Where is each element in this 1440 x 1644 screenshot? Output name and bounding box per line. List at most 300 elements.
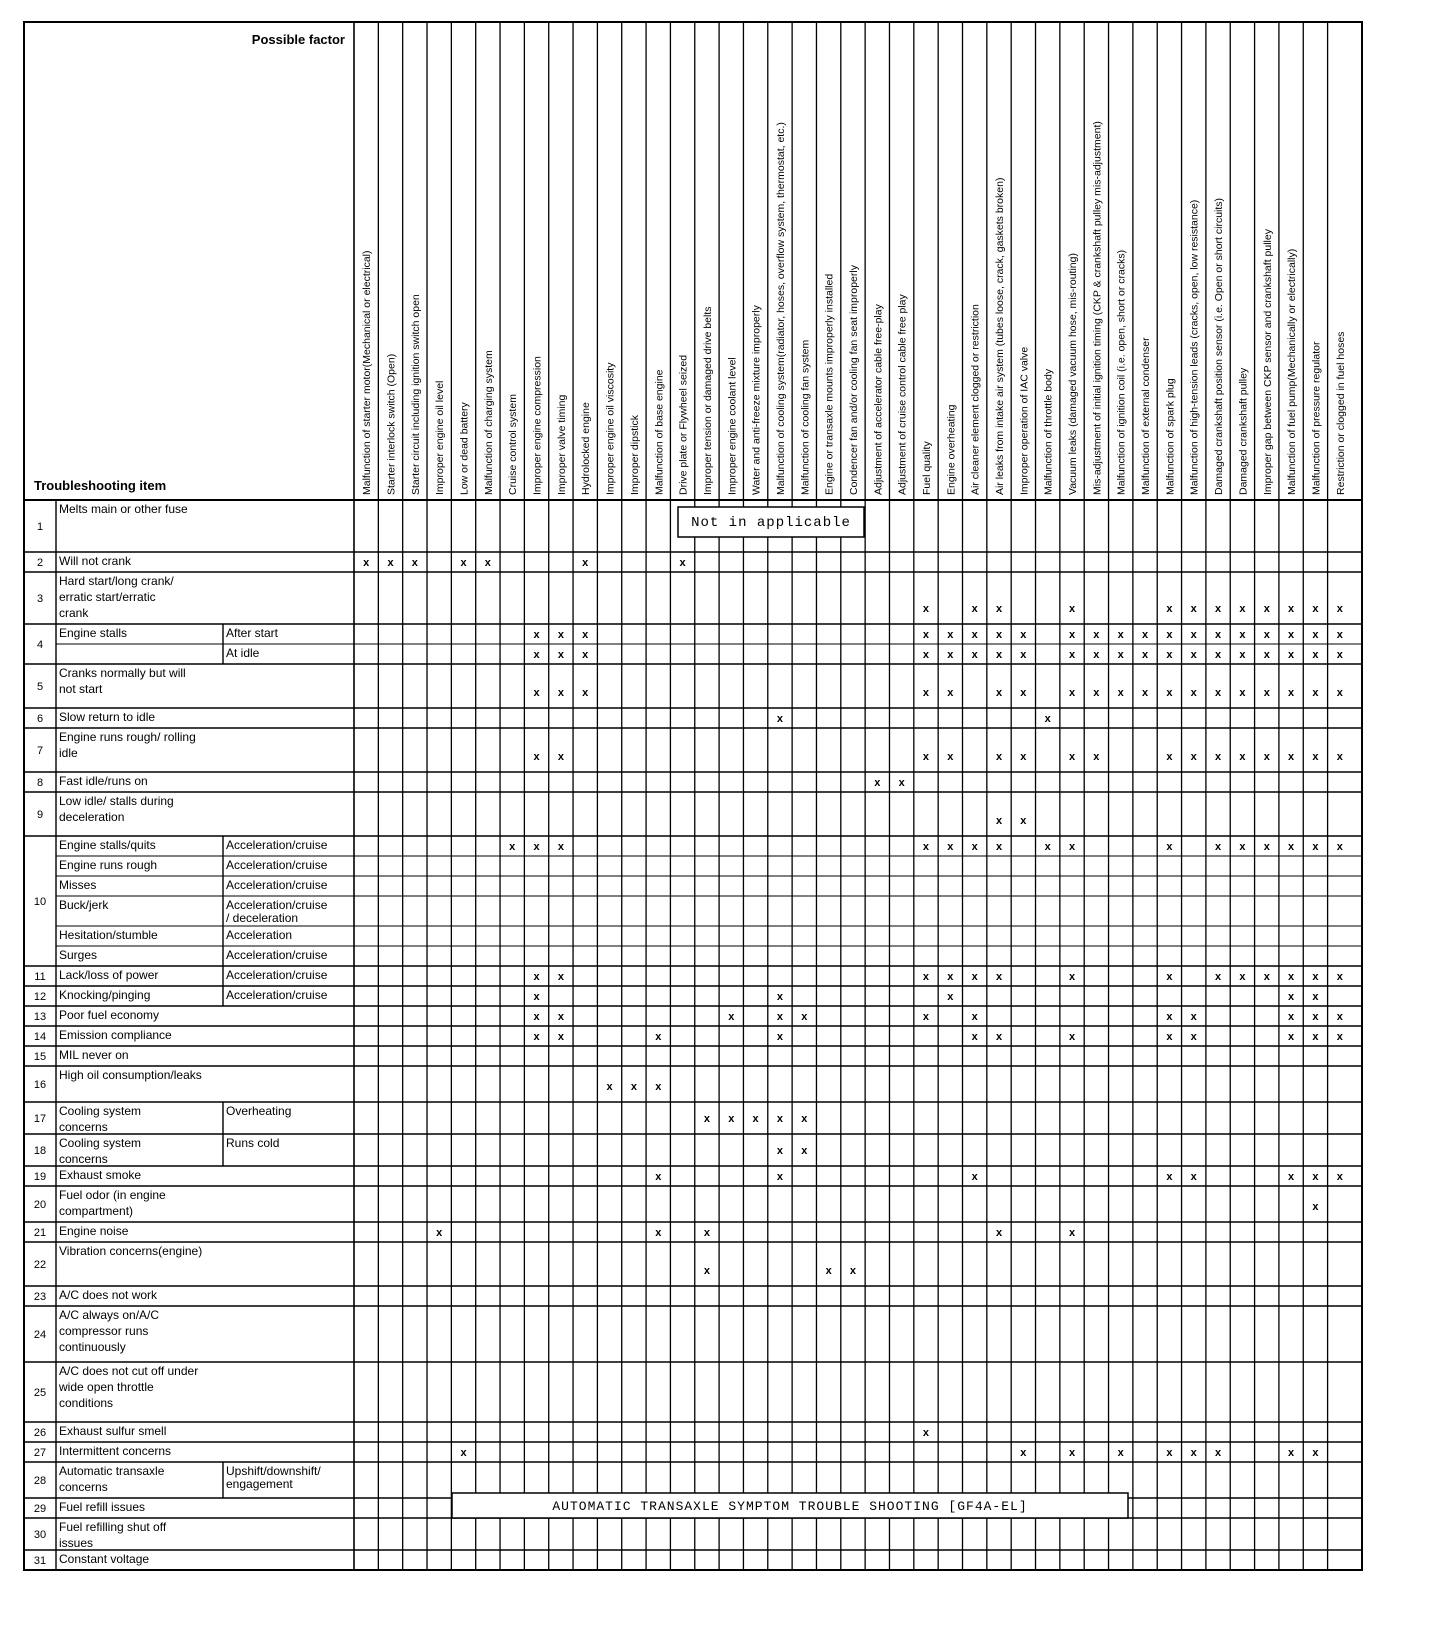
factor-mark: x <box>922 1011 930 1023</box>
factor-header: Adjustment of accelerator cable free-play <box>872 304 885 495</box>
factor-mark: x <box>1336 971 1343 983</box>
factor-mark: x <box>1288 1031 1295 1043</box>
troubleshooting-item: Engine noise <box>59 1224 129 1238</box>
factor-mark: x <box>655 1031 662 1043</box>
troubleshooting-item: Cooling system concerns <box>59 1104 142 1134</box>
factor-header: Damaged crankshaft pulley <box>1237 367 1250 495</box>
factor-mark: x <box>922 687 930 699</box>
factor-mark: x <box>1141 629 1149 641</box>
factor-header: Water and anti-freeze mixture improperly <box>750 305 763 495</box>
factor-mark: x <box>922 841 930 853</box>
factor-mark: x <box>1288 971 1295 983</box>
troubleshooting-item: Knocking/pinging <box>59 988 151 1002</box>
factor-mark: x <box>1239 841 1246 853</box>
factor-mark: x <box>1336 687 1343 699</box>
factor-mark: x <box>1263 971 1270 983</box>
troubleshooting-item: Exhaust sulfur smell <box>59 1424 167 1438</box>
factor-mark: x <box>1288 1447 1295 1459</box>
troubleshooting-item: Poor fuel economy <box>59 1008 160 1022</box>
factor-mark: x <box>509 841 516 853</box>
factor-header: Damaged crankshaft position sensor (i.e. Open or short circuits) <box>1213 197 1226 495</box>
factor-header: Low or dead battery <box>458 402 471 495</box>
factor-mark: x <box>1336 603 1343 615</box>
factor-mark: x <box>874 777 881 789</box>
factor-mark: x <box>776 991 784 1003</box>
troubleshooting-item: Engine runs rough <box>59 858 158 872</box>
row-number: 14 <box>33 1031 47 1043</box>
troubleshooting-item: Engine stalls <box>59 626 128 640</box>
factor-mark: x <box>1166 971 1173 983</box>
factor-mark: x <box>801 1145 808 1157</box>
troubleshooting-subitem: Acceleration/cruise <box>226 988 328 1002</box>
factor-mark: x <box>995 841 1003 853</box>
factor-mark: x <box>1166 603 1173 615</box>
factor-mark: x <box>557 971 564 983</box>
factor-header: Drive plate or Flywheel seized <box>677 354 690 495</box>
factor-mark: x <box>533 841 540 853</box>
factor-mark: x <box>801 1113 808 1125</box>
troubleshooting-subitem: Overheating <box>226 1104 292 1118</box>
factor-mark: x <box>1215 1447 1222 1459</box>
factor-mark: x <box>995 751 1003 763</box>
factor-mark: x <box>922 971 930 983</box>
troubleshooting-item: Constant voltage <box>59 1552 150 1566</box>
factor-mark: x <box>1020 629 1027 641</box>
factor-header: Improper valve timing <box>555 394 568 495</box>
factor-mark: x <box>1020 815 1027 827</box>
row-number: 15 <box>33 1051 47 1063</box>
row-number: 10 <box>33 896 47 908</box>
factor-mark: x <box>1068 751 1076 763</box>
factor-mark: x <box>1312 629 1319 641</box>
factor-mark: x <box>1190 629 1197 641</box>
factor-mark: x <box>1336 1011 1343 1023</box>
factor-mark: x <box>557 649 564 661</box>
factor-mark: x <box>436 1227 443 1239</box>
factor-mark: x <box>557 1011 564 1023</box>
factor-header: Restriction or clogged in fuel hoses <box>1334 331 1347 495</box>
factor-mark: x <box>1215 751 1222 763</box>
factor-header: Improper engine coolant level <box>726 357 739 495</box>
factor-mark: x <box>1336 649 1343 661</box>
row-number: 16 <box>33 1079 47 1091</box>
factor-header: Fuel quality <box>920 441 933 495</box>
troubleshooting-subitem: After start <box>226 626 279 640</box>
factor-mark: x <box>971 841 978 853</box>
factor-mark: x <box>533 1031 540 1043</box>
troubleshooting-item: Fuel refilling shut off issues <box>59 1520 167 1550</box>
row-number: 30 <box>33 1529 47 1541</box>
factor-mark: x <box>1020 649 1027 661</box>
factor-mark: x <box>1166 751 1173 763</box>
row-number: 24 <box>33 1329 47 1341</box>
troubleshooting-item: Engine runs rough/ rolling idle <box>59 730 196 760</box>
marks <box>363 557 1344 1459</box>
factor-header: Malfunction of spark plug <box>1164 378 1177 495</box>
factor-mark: x <box>776 1171 784 1183</box>
transaxle-note: AUTOMATIC TRANSAXLE SYMPTOM TROUBLE SHOOTING [GF4A-EL] <box>552 1499 1028 1514</box>
factor-mark: x <box>1117 687 1124 699</box>
troubleshooting-item: Cooling system concerns <box>59 1136 142 1166</box>
factor-mark: x <box>484 557 491 569</box>
factor-mark: x <box>728 1011 735 1023</box>
factor-mark: x <box>1068 649 1076 661</box>
factor-mark: x <box>1093 751 1100 763</box>
factor-mark: x <box>1166 1031 1173 1043</box>
factor-header: Malfunction of throttle body <box>1042 368 1055 495</box>
factor-header: Adjustment of cruise control cable free play <box>896 294 909 495</box>
factor-mark: x <box>557 841 564 853</box>
factor-mark: x <box>679 557 686 569</box>
troubleshooting-item: Melts main or other fuse <box>59 502 188 516</box>
troubleshooting-subitem: Upshift/downshift/ engagement <box>226 1464 321 1491</box>
factor-mark: x <box>533 687 540 699</box>
factor-mark: x <box>582 629 589 641</box>
factor-mark: x <box>557 751 564 763</box>
troubleshooting-subitem: Acceleration/cruise <box>226 878 328 892</box>
factor-mark: x <box>1288 1011 1295 1023</box>
factor-mark: x <box>1312 1031 1319 1043</box>
row-number: 5 <box>36 681 44 693</box>
factor-headers <box>361 121 1347 495</box>
factor-mark: x <box>1044 841 1051 853</box>
troubleshooting-subitem: Acceleration/cruise <box>226 948 328 962</box>
factor-mark: x <box>1190 1011 1197 1023</box>
troubleshooting-item: Automatic transaxle concerns <box>59 1464 165 1494</box>
factor-mark: x <box>582 687 589 699</box>
troubleshooting-item: Lack/loss of power <box>59 968 159 982</box>
factor-mark: x <box>411 557 418 569</box>
row-number: 27 <box>33 1447 47 1459</box>
troubleshooting-item: A/C always on/A/C compressor runs continuously <box>59 1308 160 1354</box>
troubleshooting-item: Fast idle/runs on <box>59 774 148 788</box>
factor-mark: x <box>1239 751 1246 763</box>
troubleshooting-subitem: Acceleration/cruise / deceleration <box>226 898 328 925</box>
factor-mark: x <box>947 751 954 763</box>
troubleshooting-subitem: Acceleration/cruise <box>226 858 328 872</box>
factor-mark: x <box>1312 1447 1319 1459</box>
factor-mark: x <box>1044 713 1051 725</box>
factor-mark: x <box>776 1145 784 1157</box>
factor-mark: x <box>1312 1011 1319 1023</box>
row-number: 11 <box>34 971 46 983</box>
factor-mark: x <box>776 1011 784 1023</box>
factor-mark: x <box>1312 991 1319 1003</box>
troubleshooting-item: Engine stalls/quits <box>59 838 156 852</box>
factor-mark: x <box>1336 751 1343 763</box>
factor-mark: x <box>1190 751 1197 763</box>
factor-mark: x <box>1020 687 1027 699</box>
factor-header: Improper gap between CKP sensor and crankshaft pulley <box>1261 229 1274 495</box>
troubleshooting-subitem: Acceleration/cruise <box>226 968 328 982</box>
factor-header: Malfunction of pressure regulator <box>1310 341 1323 495</box>
factor-mark: x <box>947 629 954 641</box>
factor-mark: x <box>1093 687 1100 699</box>
row-number: 23 <box>33 1291 47 1303</box>
factor-mark: x <box>971 1011 978 1023</box>
factor-mark: x <box>1239 649 1246 661</box>
row-number: 21 <box>33 1227 47 1239</box>
factor-mark: x <box>1312 687 1319 699</box>
factor-mark: x <box>1336 1031 1343 1043</box>
factor-mark: x <box>995 1227 1003 1239</box>
factor-mark: x <box>971 1031 978 1043</box>
factor-mark: x <box>1239 971 1246 983</box>
troubleshooting-item: Hard start/long crank/ erratic start/erratic crank <box>59 574 174 620</box>
factor-mark: x <box>947 687 954 699</box>
factor-mark: x <box>363 557 370 569</box>
factor-mark: x <box>1068 1031 1076 1043</box>
factor-mark: x <box>1068 629 1076 641</box>
factor-mark: x <box>1068 971 1076 983</box>
factor-mark: x <box>655 1227 662 1239</box>
factor-mark: x <box>776 1031 784 1043</box>
factor-header: Improper tension or damaged drive belts <box>701 306 714 495</box>
factor-mark: x <box>606 1081 613 1093</box>
factor-header: Malfunction of cooling system(radiator, hoses, overflow system, thermostat, etc.) <box>774 122 787 495</box>
factor-mark: x <box>1336 629 1343 641</box>
factor-mark: x <box>1166 1447 1173 1459</box>
troubleshooting-item: High oil consumption/leaks <box>59 1068 202 1082</box>
troubleshooting-item: Exhaust smoke <box>59 1168 142 1182</box>
factor-mark: x <box>995 1031 1003 1043</box>
factor-mark: x <box>1068 1227 1076 1239</box>
factor-mark: x <box>655 1081 662 1093</box>
factor-mark: x <box>1312 841 1319 853</box>
row-number: 17 <box>33 1113 47 1125</box>
troubleshooting-item: A/C does not cut off under wide open throttle conditions <box>59 1364 199 1410</box>
factor-mark: x <box>995 629 1003 641</box>
factor-header: Air leaks from intake air system (tubes loose, crack, gaskets broken) <box>994 177 1007 495</box>
factor-mark: x <box>1336 841 1343 853</box>
row-number: 19 <box>33 1171 47 1183</box>
row-number: 13 <box>33 1011 47 1023</box>
factor-mark: x <box>971 1171 978 1183</box>
factor-mark: x <box>849 1265 857 1277</box>
factor-mark: x <box>533 751 540 763</box>
factor-header: Hydrolocked engine <box>580 402 593 495</box>
troubleshooting-subitem: At idle <box>226 646 260 660</box>
table-border <box>24 22 1362 1570</box>
factor-header: Malfunction of fuel pump(Mechanically or electrically) <box>1286 248 1299 495</box>
factor-mark: x <box>557 629 564 641</box>
factor-mark: x <box>533 629 540 641</box>
factor-mark: x <box>1263 751 1270 763</box>
factor-mark: x <box>1166 841 1173 853</box>
factor-mark: x <box>971 649 978 661</box>
factor-header: Malfunction of charging system <box>482 350 495 495</box>
troubleshooting-item: Buck/jerk <box>59 898 109 912</box>
troubleshooting-item: Slow return to idle <box>59 710 156 724</box>
factor-mark: x <box>995 649 1003 661</box>
row-number: 28 <box>33 1475 47 1487</box>
factor-header: Improper engine oil viscosity <box>604 362 617 495</box>
factor-mark: x <box>460 557 467 569</box>
factor-mark: x <box>1190 1031 1197 1043</box>
troubleshooting-subitem: Acceleration <box>226 928 293 942</box>
factor-header: Malfunction of starter motor(Mechanical or electrical) <box>361 250 374 495</box>
troubleshooting-item: Hesitation/stumble <box>59 928 158 942</box>
factor-header: Engine overheating <box>945 404 958 495</box>
factor-mark: x <box>1117 649 1124 661</box>
row-number: 26 <box>33 1427 47 1439</box>
factor-mark: x <box>655 1171 662 1183</box>
factor-mark: x <box>533 649 540 661</box>
troubleshooting-item: Low idle/ stalls during deceleration <box>59 794 174 824</box>
factor-mark: x <box>1263 687 1270 699</box>
factor-mark: x <box>703 1113 710 1125</box>
factor-mark: x <box>776 713 784 725</box>
troubleshooting-item: Will not crank <box>59 554 132 568</box>
factor-mark: x <box>582 649 589 661</box>
row-number: 25 <box>33 1387 47 1399</box>
factor-mark: x <box>801 1011 808 1023</box>
possible-factor-label: Possible factor <box>251 32 345 47</box>
factor-mark: x <box>947 991 954 1003</box>
factor-mark: x <box>971 971 978 983</box>
factor-mark: x <box>1239 629 1246 641</box>
factor-mark: x <box>1312 971 1319 983</box>
factor-header: Malfunction of high-tension leads (cracks, open, low resistance) <box>1188 199 1201 495</box>
factor-mark: x <box>1312 649 1319 661</box>
factor-mark: x <box>557 687 564 699</box>
factor-mark: x <box>971 603 978 615</box>
factor-mark: x <box>1215 687 1222 699</box>
factor-mark: x <box>752 1113 759 1125</box>
troubleshooting-item: Fuel refill issues <box>59 1500 146 1514</box>
factor-header: Improper engine oil level <box>434 380 447 495</box>
factor-mark: x <box>1288 751 1295 763</box>
factor-header: Improper engine compression <box>531 356 544 495</box>
row-number: 7 <box>36 745 44 757</box>
factor-mark: x <box>1336 1171 1343 1183</box>
factor-mark: x <box>1117 1447 1124 1459</box>
factor-mark: x <box>1117 629 1124 641</box>
factor-mark: x <box>1190 687 1197 699</box>
factor-mark: x <box>1190 649 1197 661</box>
factor-mark: x <box>1288 603 1295 615</box>
row-number: 31 <box>33 1555 47 1567</box>
factor-mark: x <box>1263 841 1270 853</box>
factor-mark: x <box>1263 649 1270 661</box>
factor-mark: x <box>1215 629 1222 641</box>
notes <box>452 507 1128 1518</box>
factor-mark: x <box>1141 649 1149 661</box>
factor-mark: x <box>1288 991 1295 1003</box>
factor-mark: x <box>1190 603 1197 615</box>
troubleshooting-subitem: Acceleration/cruise <box>226 838 328 852</box>
factor-mark: x <box>1215 841 1222 853</box>
factor-header: Malfunction of cooling fan system <box>799 339 812 495</box>
row-number: 29 <box>33 1503 47 1515</box>
troubleshooting-item: Fuel odor (in engine compartment) <box>59 1188 166 1218</box>
row-number: 6 <box>36 713 44 725</box>
factor-header: Engine or transaxle mounts improperly installed <box>823 273 836 495</box>
factor-mark: x <box>922 629 930 641</box>
factor-mark: x <box>947 971 954 983</box>
factor-mark: x <box>1239 687 1246 699</box>
factor-header: Malfunction of ignition coil (i.e. open, short or cracks) <box>1115 249 1128 495</box>
factor-mark: x <box>1093 649 1100 661</box>
factor-mark: x <box>1288 841 1295 853</box>
factor-mark: x <box>898 777 905 789</box>
factor-mark: x <box>557 1031 564 1043</box>
factor-mark: x <box>1166 1011 1173 1023</box>
factor-header: Improper operation of IAC valve <box>1018 346 1031 495</box>
factor-mark: x <box>1020 1447 1027 1459</box>
factor-mark: x <box>1312 751 1319 763</box>
factor-header: Cruise control system <box>507 394 520 495</box>
factor-mark: x <box>947 649 954 661</box>
factor-mark: x <box>703 1227 710 1239</box>
factor-mark: x <box>1312 1201 1319 1213</box>
factor-mark: x <box>1166 629 1173 641</box>
factor-mark: x <box>995 971 1003 983</box>
troubleshooting-subitem: Runs cold <box>226 1136 280 1150</box>
factor-mark: x <box>995 603 1003 615</box>
factor-mark: x <box>1093 629 1100 641</box>
factor-mark: x <box>1288 687 1295 699</box>
factor-mark: x <box>1068 603 1076 615</box>
factor-mark: x <box>922 649 930 661</box>
factor-mark: x <box>1288 629 1295 641</box>
row-number: 8 <box>36 777 44 789</box>
troubleshooting-item: Misses <box>59 878 97 892</box>
factor-header: Mis-adjustment of initial ignition timing (CKP & crankshaft pulley mis-adjustment) <box>1091 121 1104 495</box>
factor-mark: x <box>1166 1171 1173 1183</box>
factor-mark: x <box>1166 687 1173 699</box>
factor-mark: x <box>1020 751 1027 763</box>
factor-mark: x <box>1288 649 1295 661</box>
factor-mark: x <box>1215 971 1222 983</box>
troubleshooting-item: Vibration concerns(engine) <box>59 1244 203 1258</box>
factor-mark: x <box>1215 649 1222 661</box>
factor-mark: x <box>1263 603 1270 615</box>
factor-mark: x <box>1215 603 1222 615</box>
factor-mark: x <box>922 751 930 763</box>
row-number: 12 <box>33 991 47 1003</box>
troubleshooting-item: MIL never on <box>59 1048 129 1062</box>
factor-mark: x <box>995 687 1003 699</box>
troubleshooting-item: A/C does not work <box>59 1288 158 1302</box>
row-number: 2 <box>36 557 44 569</box>
factor-mark: x <box>1312 603 1319 615</box>
factor-mark: x <box>582 557 589 569</box>
factor-mark: x <box>1166 649 1173 661</box>
troubleshooting-item-label: Troubleshooting item <box>34 478 167 493</box>
factor-mark: x <box>947 841 954 853</box>
factor-mark: x <box>995 815 1003 827</box>
factor-mark: x <box>728 1113 735 1125</box>
factor-header: Improper dipstick <box>628 415 641 495</box>
troubleshooting-item: Cranks normally but will not start <box>59 666 186 696</box>
factor-mark: x <box>460 1447 467 1459</box>
factor-mark: x <box>1239 603 1246 615</box>
factor-mark: x <box>533 1011 540 1023</box>
troubleshooting-item: Emission compliance <box>59 1028 172 1042</box>
factor-mark: x <box>1068 687 1076 699</box>
factor-mark: x <box>922 1427 930 1439</box>
factor-header: Condencer fan and/or cooling fan seat improperly <box>847 265 860 495</box>
not-applicable-note: Not in applicable <box>691 515 851 531</box>
factor-mark: x <box>1068 841 1076 853</box>
factor-header: Starter interlock switch (Open) <box>385 353 398 495</box>
factor-header: Starter circuit including ignition switch open <box>409 294 422 495</box>
factor-mark: x <box>1068 1447 1076 1459</box>
factor-mark: x <box>630 1081 637 1093</box>
factor-header: Malfunction of external condenser <box>1140 337 1153 495</box>
factor-mark: x <box>1141 687 1149 699</box>
